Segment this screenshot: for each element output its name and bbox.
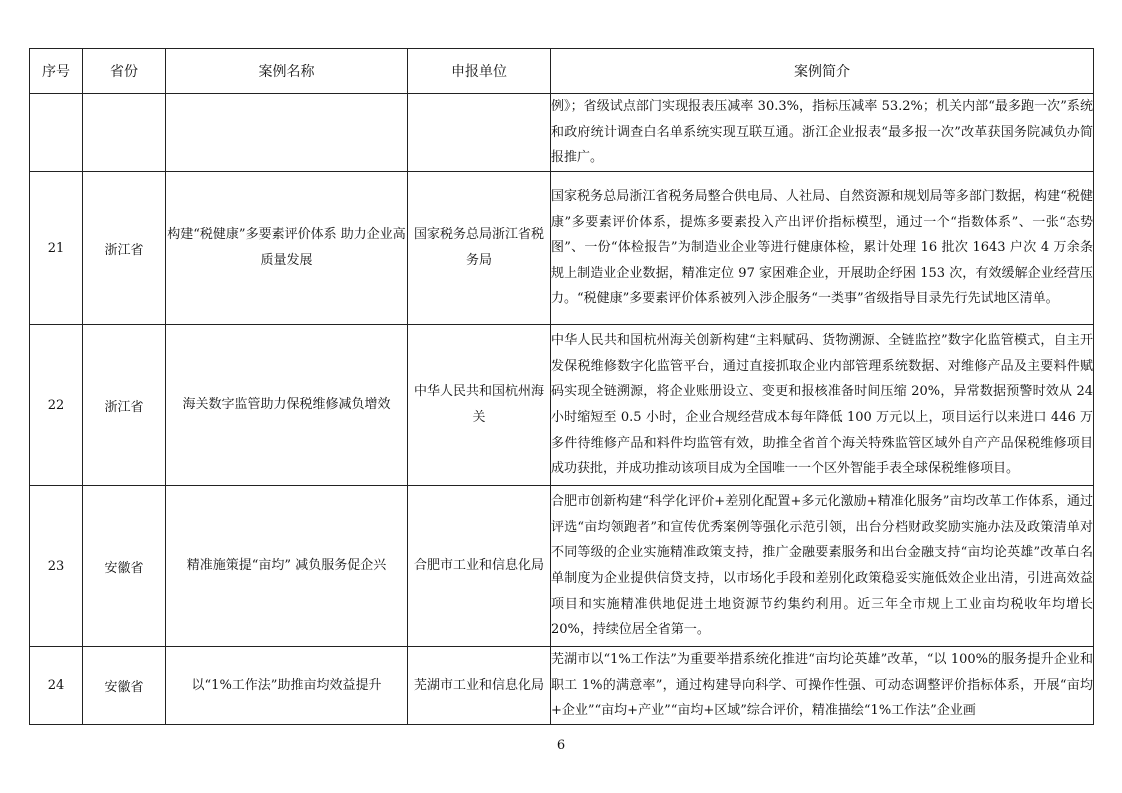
table-row	[30, 325, 1094, 486]
row-province: 安徽省	[83, 647, 166, 725]
row-unit	[408, 94, 551, 172]
row-case-name	[166, 94, 408, 172]
table-row	[30, 94, 1094, 172]
header-unit: 申报单位	[408, 49, 551, 94]
row-unit: 芜湖市工业和信息化局	[408, 647, 551, 725]
row-case-name: 构建“税健康”多要素评价体系 助力企业高质量发展	[166, 172, 408, 325]
row-province: 浙江省	[83, 325, 166, 486]
row-num	[30, 94, 83, 172]
header-row	[30, 49, 1094, 94]
header-summary: 案例简介	[551, 49, 1094, 94]
case-table	[29, 48, 1094, 725]
header-province: 省份	[83, 49, 166, 94]
table-row	[30, 172, 1094, 325]
row-unit: 国家税务总局浙江省税务局	[408, 172, 551, 325]
row-num: 23	[30, 486, 83, 647]
row-num: 22	[30, 325, 83, 486]
row-summary: 合肥市创新构建“科学化评价+差别化配置+多元化激励+精准化服务”亩均改革工作体系，通过评选“亩均领跑者”和宣传优秀案例等强化示范引领，出台分档财政奖励实施办法及政策清单对不同等级的企业实施精准政策支持，推广金融要素服务和出台金融支持“亩均论英雄”改革白名单制度为企业提供信贷支持，以市场化手段和差别化政策稳妥实施低效企业出清，引进高效益项目和实施精准供地促进土地资源节约集约利用。近三年全市规上工业亩均税收年均增长 20%，持续位居全省第一。	[551, 486, 1094, 647]
row-summary: 例》；省级试点部门实现报表压减率 30.3%，指标压减率 53.2%；机关内部“最多跑一次”系统和政府统计调查白名单系统实现互联互通。浙江企业报表“最多报一次”改革获国务院减负办简报推广。	[551, 94, 1094, 172]
table-row	[30, 647, 1094, 725]
row-province: 浙江省	[83, 172, 166, 325]
header-num: 序号	[30, 49, 83, 94]
row-summary: 国家税务总局浙江省税务局整合供电局、人社局、自然资源和规划局等多部门数据，构建“税健康”多要素评价体系，提炼多要素投入产出评价指标模型，通过一个“指数体系”、一张“态势图”、一份“体检报告”为制造业企业等进行健康体检，累计处理 16 批次 1643 户次 4 万余条规上制造业企业数据，精准定位 97 家困难企业，开展助企纾困 153 次，有效缓解企业经营压力。“税健康”多要素评价体系被列入涉企服务“一类事”省级指导目录先行先试地区清单。	[551, 172, 1094, 325]
row-unit: 合肥市工业和信息化局	[408, 486, 551, 647]
row-case-name: 海关数字监管助力保税维修减负增效	[166, 325, 408, 486]
header-name: 案例名称	[166, 49, 408, 94]
table-row	[30, 486, 1094, 647]
row-province	[83, 94, 166, 172]
row-summary: 芜湖市以“1%工作法”为重要举措系统化推进“亩均论英雄”改革，“以 100%的服务提升企业和职工 1%的满意率”，通过构建导向科学、可操作性强、可动态调整评价指标体系，开展“亩均+企业”“亩均+产业”“亩均+区域”综合评价，精准描绘“1%工作法”企业画	[551, 647, 1094, 725]
row-unit: 中华人民共和国杭州海关	[408, 325, 551, 486]
page-number: 6	[556, 738, 566, 753]
row-summary: 中华人民共和国杭州海关创新构建“主料赋码、货物溯源、全链监控”数字化监管模式，自主开发保税维修数字化监管平台，通过直接抓取企业内部管理系统数据、对维修产品及主要料件赋码实现全链溯源，将企业账册设立、变更和报核准备时间压缩 20%，异常数据预警时效从 24 小时缩短至 0.5 小时，企业合规经营成本每年降低 100 万元以上，项目运行以来进口 446 万多件待维修产品和料件均监管有效，助推全省首个海关特殊监管区域外自产产品保税维修项目成功获批，并成功推动该项目成为全国唯一一个区外智能手表全球保税维修项目。	[551, 325, 1094, 486]
row-case-name: 精准施策提“亩均” 减负服务促企兴	[166, 486, 408, 647]
row-num: 24	[30, 647, 83, 725]
row-num: 21	[30, 172, 83, 325]
row-case-name: 以“1%工作法”助推亩均效益提升	[166, 647, 408, 725]
row-province: 安徽省	[83, 486, 166, 647]
